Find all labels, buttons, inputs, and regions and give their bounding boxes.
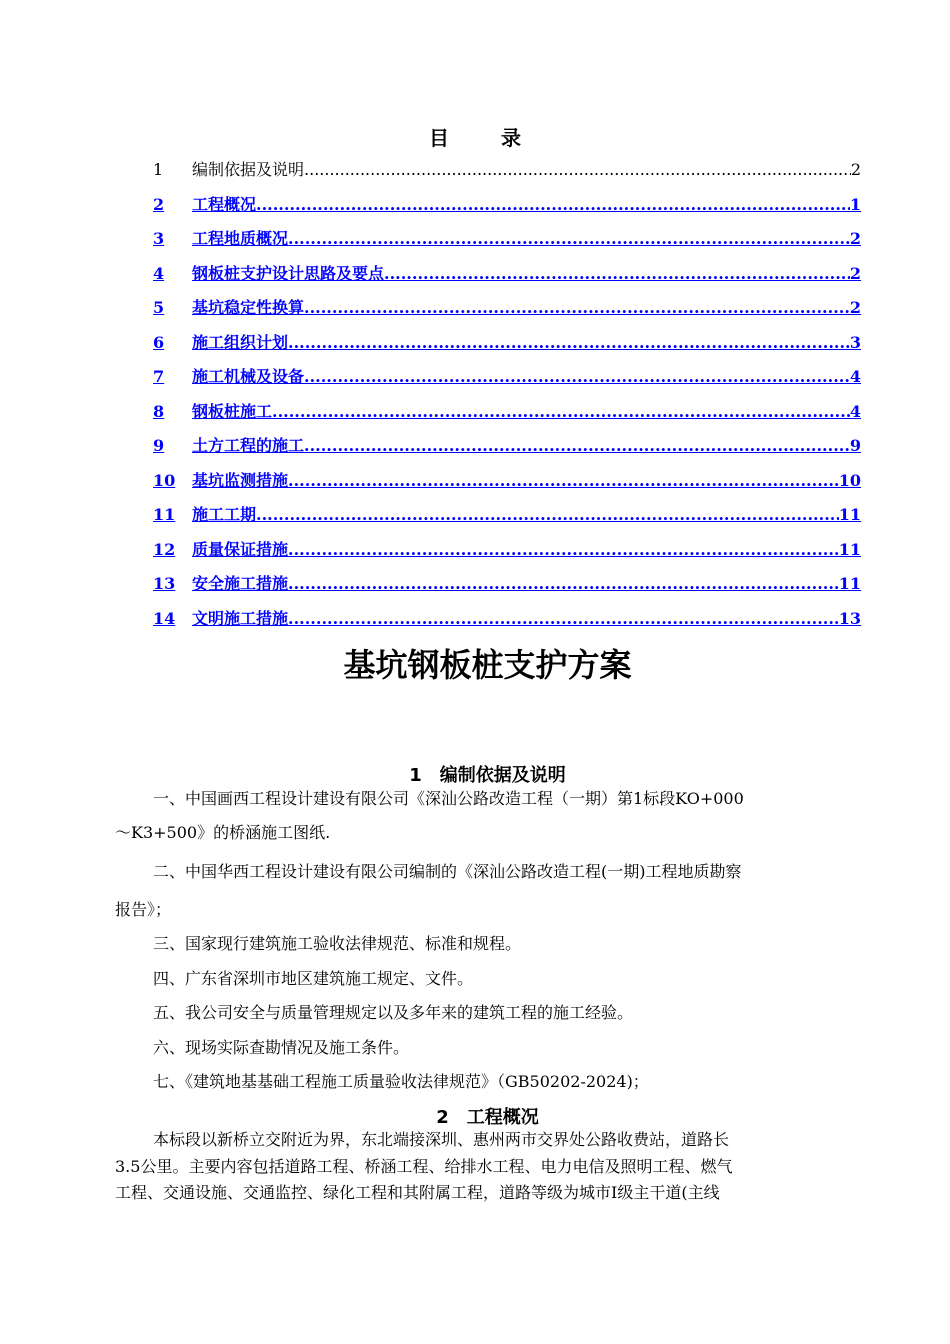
toc-leader-dots [288, 538, 839, 562]
toc-leader-dots [288, 227, 850, 251]
toc-entry-title: 施工组织计划 [192, 333, 289, 352]
toc-entry-page: 2 [849, 264, 861, 283]
basis-item-line: 一、中国画西工程设计建设有限公司《深汕公路改造工程（一期）第1标段KO+000 [153, 789, 744, 808]
toc-entry-2[interactable] [153, 193, 861, 217]
toc-entry-number: 10 [153, 471, 176, 490]
overview-line: 本标段以新桥立交附近为界，东北端接深圳、惠州两市交界处公路收费站，道路长 [153, 1130, 730, 1149]
toc-entry-9[interactable] [153, 434, 861, 458]
toc-entry-page: 11 [838, 505, 861, 524]
toc-entry-1[interactable] [153, 158, 861, 182]
basis-item-line: 六、现场实际查勘情况及施工条件。 [153, 1038, 410, 1057]
basis-item-line: 三、国家现行建筑施工验收法律规范、标准和规程。 [153, 934, 522, 953]
section-number: 1 [409, 765, 422, 786]
basis-item-line: 二、中国华西工程设计建设有限公司编制的《深汕公路改造工程(一期)工程地质勘察 [153, 862, 742, 881]
toc-entry-12[interactable] [153, 538, 861, 562]
toc-leader-dots [288, 572, 839, 596]
toc-leader-dots [384, 262, 850, 286]
toc-entry-page: 9 [849, 436, 861, 455]
section-title: 工程概况 [466, 1107, 539, 1128]
toc-entry-13[interactable] [153, 572, 861, 596]
toc-entry-title: 钢板桩施工 [192, 402, 273, 421]
section-title: 编制依据及说明 [439, 765, 566, 786]
toc-entry-number: 5 [153, 298, 165, 317]
toc-entry-title: 工程地质概况 [192, 229, 289, 248]
basis-item-line: 四、广东省深圳市地区建筑施工规定、文件。 [153, 969, 474, 988]
toc-leader-dots [288, 469, 839, 493]
toc-entry-5[interactable] [153, 296, 861, 320]
toc-leader-dots [304, 296, 850, 320]
basis-item-line: ～K3+500》的桥涵施工图纸. [115, 823, 331, 842]
toc-entry-number: 8 [153, 402, 165, 421]
toc-entry-page: 10 [838, 471, 861, 490]
toc-entry-page: 4 [849, 367, 861, 386]
basis-item-line: 报告》； [115, 900, 172, 919]
toc-entry-page: 11 [838, 574, 861, 593]
toc-entry-number: 14 [153, 609, 176, 628]
toc-entry-page: 2 [849, 229, 861, 248]
overview-line: 工程、交通设施、交通监控、绿化工程和其附属工程，道路等级为城市Ⅰ级主干道(主线 [115, 1183, 720, 1202]
toc-entry-number: 7 [153, 367, 165, 386]
toc-entry-title: 施工机械及设备 [192, 367, 305, 386]
toc-leader-dots [304, 365, 850, 389]
toc-entry-title: 编制依据及说明 [192, 160, 305, 179]
toc-entry-page: 4 [849, 402, 861, 421]
toc-entry-title: 安全施工措施 [192, 574, 289, 593]
toc-entry-page: 13 [838, 609, 861, 628]
toc-leader-dots [288, 331, 850, 355]
toc-entry-title: 土方工程的施工 [192, 436, 305, 455]
basis-item-line: 五、我公司安全与质量管理规定以及多年来的建筑工程的施工经验。 [153, 1003, 634, 1022]
toc-entry-number: 12 [153, 540, 176, 559]
toc-title [0, 122, 950, 151]
section-2-heading [0, 1103, 950, 1129]
toc-entry-title: 钢板桩支护设计思路及要点 [192, 264, 385, 283]
toc-entry-number: 9 [153, 436, 165, 455]
toc-entry-4[interactable] [153, 262, 861, 286]
toc-entry-title: 工程概况 [192, 195, 257, 214]
toc-entry-title: 基坑监测措施 [192, 471, 289, 490]
toc-title-right: 录 [501, 126, 521, 150]
toc-entry-6[interactable] [153, 331, 861, 355]
toc-entry-title: 基坑稳定性换算 [192, 298, 305, 317]
toc-entry-7[interactable] [153, 365, 861, 389]
toc-entry-title: 文明施工措施 [192, 609, 289, 628]
toc-entry-number: 2 [153, 195, 165, 214]
basis-item-line: 七、《建筑地基基础工程施工质量验收法律规范》（GB50202-2024)； [153, 1072, 649, 1091]
toc-leader-dots [256, 503, 839, 527]
toc-entry-title: 质量保证措施 [192, 540, 289, 559]
overview-line: 3.5公里。主要内容包括道路工程、桥涵工程、给排水工程、电力电信及照明工程、燃气 [115, 1157, 733, 1176]
toc-entry-number: 11 [153, 505, 176, 524]
toc-entry-number: 3 [153, 229, 165, 248]
toc-entry-title: 施工工期 [192, 505, 257, 524]
toc-entry-page: 2 [850, 160, 861, 179]
toc-entry-8[interactable] [153, 400, 861, 424]
toc-entry-number: 6 [153, 333, 165, 352]
toc-entry-page: 11 [838, 540, 861, 559]
toc-leader-dots [256, 193, 850, 217]
toc-title-left: 目 [429, 126, 449, 150]
toc-entry-page: 3 [849, 333, 861, 352]
toc-entry-3[interactable] [153, 227, 861, 251]
toc-entry-number: 4 [153, 264, 165, 283]
toc-entry-page: 1 [849, 195, 861, 214]
toc-leader-dots [304, 434, 850, 458]
toc-entry-page: 2 [849, 298, 861, 317]
toc-leader-dots [304, 158, 851, 182]
toc-entry-10[interactable] [153, 469, 861, 493]
toc-leader-dots [272, 400, 850, 424]
toc-leader-dots [288, 607, 839, 631]
toc-entry-11[interactable] [153, 503, 861, 527]
document-title: 基坑钢板桩支护方案 [343, 646, 632, 684]
section-number: 2 [436, 1107, 449, 1128]
toc-entry-14[interactable] [153, 607, 861, 631]
toc-entry-number: 13 [153, 574, 176, 593]
toc-entry-number: 1 [153, 160, 164, 179]
